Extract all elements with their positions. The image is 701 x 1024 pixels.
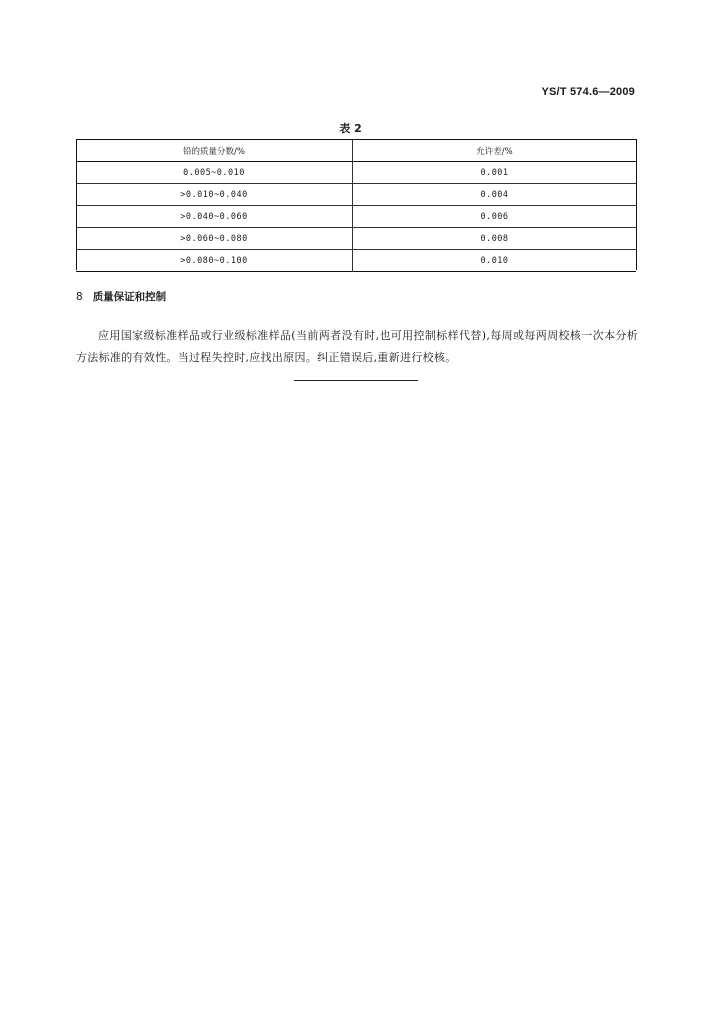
column-header-tolerance: 允许差/%: [476, 146, 513, 157]
cell-tolerance: 0.004: [480, 189, 509, 200]
cell-lead-fraction: >0.080~0.100: [76, 250, 353, 272]
cell-tolerance: 0.010: [480, 255, 509, 266]
cell-tolerance: 0.001: [480, 167, 509, 178]
section-number: 8: [76, 291, 83, 303]
table-row: [76, 228, 636, 250]
cell-lead-fraction: >0.040~0.060: [76, 206, 353, 228]
column-header-lead-fraction: 铅的质量分数/%: [76, 140, 353, 162]
cell-lead-fraction: 0.005~0.010: [76, 162, 353, 184]
table-header-row: [76, 140, 636, 162]
table-row: [76, 162, 636, 184]
table-caption: 表 2: [339, 122, 362, 135]
table-row: [76, 184, 636, 206]
tolerance-table: [76, 139, 636, 272]
end-rule: [294, 380, 418, 381]
section-title: 质量保证和控制: [92, 291, 167, 303]
table-row: [76, 250, 636, 272]
standard-code: YS/T 574.6—2009: [541, 86, 635, 98]
section-paragraph: 应用国家级标准样品或行业级标准样品(当前两者没有时,也可用控制标样代替),每周或每两周校核一次本分析方法标准的有效性。当过程失控时,应找出原因。纠正错误后,重新进行校核。: [76, 329, 638, 364]
cell-tolerance: 0.006: [480, 211, 509, 222]
cell-lead-fraction: >0.060~0.080: [76, 228, 353, 250]
section-heading: [76, 289, 166, 304]
cell-lead-fraction: >0.010~0.040: [76, 184, 353, 206]
table-row: [76, 206, 636, 228]
cell-tolerance: 0.008: [480, 233, 509, 244]
